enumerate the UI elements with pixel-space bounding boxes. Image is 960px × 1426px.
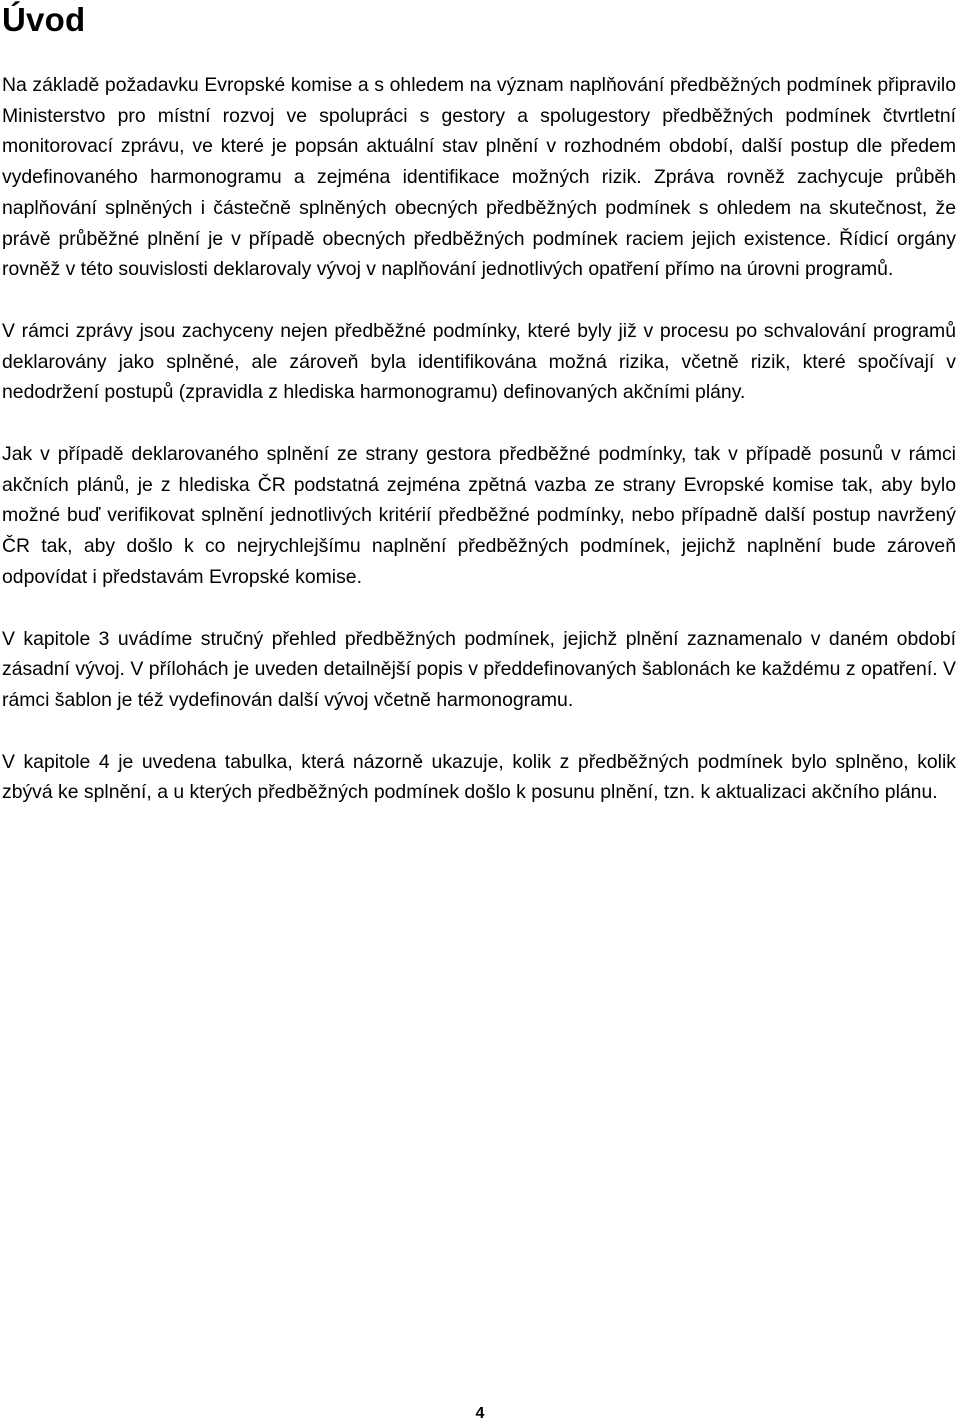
paragraph-1: Na základě požadavku Evropské komise a s ohledem na význam naplňování předběžných podmínek připravilo Ministerstvo pro místní rozvoj ve spolupráci s gestory a spolugestory předběžných podmínek čtvrtletní monitorovací zprávu, ve které je popsán aktuální stav plnění v rozhodném období, další postup dle předem vydefinovaného harmonogramu a zejména identifikace možných rizik. Zpráva rovněž zachycuje průběh naplňování splněných i částečně splněných obecných předběžných podmínek s ohledem na skutečnost, že právě průběžné plnění je v případě obecných předběžných podmínek raciem jejich existence. Řídicí orgány rovněž v této souvislosti deklarovaly vývoj v naplňování jednotlivých opatření přímo na úrovni programů. xyxy=(2,74,956,281)
paragraph-3: Jak v případě deklarovaného splnění ze strany gestora předběžné podmínky, tak v případě posunů v rámci akčních plánů, je z hlediska ČR podstatná zejména zpětná vazba ze strany Evropské komise tak, aby bylo možné buď verifikovat splnění jednotlivých kritérií předběžné podmínky, nebo případně další postup navržený ČR tak, aby došlo k co nejrychlejšímu naplnění předběžných podmínek, jejichž naplnění bude zároveň odpovídat i představám Evropské komise. xyxy=(2,443,956,588)
paragraph-4: V kapitole 3 uvádíme stručný přehled předběžných podmínek, jejichž plnění zaznamenalo v daném období zásadní vývoj. V přílohách je uveden detailnější popis v předdefinovaných šablonách ke každému z opatření. V rámci šablon je též vydefinován další vývoj včetně harmonogramu. xyxy=(2,627,956,711)
paragraph-2: V rámci zprávy jsou zachyceny nejen předběžné podmínky, které byly již v procesu po schvalování programů deklarovány jako splněné, ale zároveň byla identifikována možná rizika, včetně rizik, které spočívají v nedodržení postupů (zpravidla z hlediska harmonogramu) definovaných akčními plány. xyxy=(2,319,956,404)
body-text xyxy=(2,70,956,839)
page-number: 4 xyxy=(475,1405,485,1422)
paragraph-5: V kapitole 4 je uvedena tabulka, která názorně ukazuje, kolik z předběžných podmínek bylo splněno, kolik zbývá ke splnění, a u kterých předběžných podmínek došlo k posunu plnění, tzn. k aktualizaci akčního plánu. xyxy=(2,750,956,804)
page-title: Úvod xyxy=(2,1,86,38)
